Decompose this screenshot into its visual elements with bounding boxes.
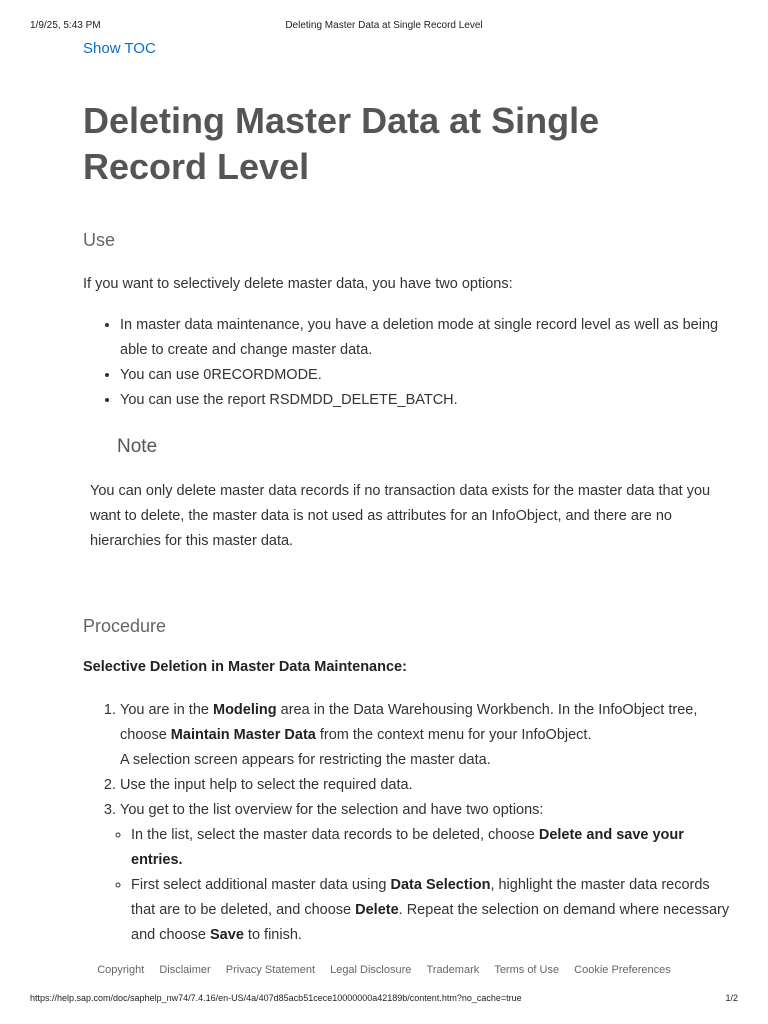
list-item: • In master data maintenance, you have a deletion mode at single record level as well as being able to create and change master data. <box>120 313 730 363</box>
list-item: • You can use 0RECORDMODE. <box>120 363 730 388</box>
use-heading: Use <box>83 230 116 250</box>
print-datetime: 1/9/25, 5:43 PM <box>30 20 101 31</box>
list-item: ◦ In the list, select the master data records to be deleted, choose Delete and save your entries. <box>131 823 730 873</box>
procedure-subheading: Selective Deletion in Master Data Maintenance: <box>83 659 407 675</box>
print-title: Deleting Master Data at Single Record Level <box>285 20 483 31</box>
maintain-master-data-term: Maintain Master Data <box>170 727 316 743</box>
note-heading: Note <box>117 436 158 457</box>
options-list <box>120 313 730 413</box>
page-number: 1/2 <box>725 993 738 1003</box>
footer-link-copyright[interactable]: Copyright <box>97 964 145 976</box>
modeling-term: Modeling <box>212 702 277 718</box>
step-result: A selection screen appears for restricting the master data. <box>120 752 491 768</box>
footer-link-disclaimer[interactable]: Disclaimer <box>159 964 211 976</box>
list-item: ◦ First select additional master data using Data Selection, highlight the master data records that are to be deleted, and choose Delete. Repeat the selection on demand where necessary and choose Save to finish. <box>131 873 730 948</box>
step-item: 2. Use the input help to select the required data. <box>120 773 730 798</box>
note-text: You can only delete master data records if no transaction data exists for the master data that you want to delete, the master data is not used as attributes for an InfoObject, and there are no hierarchies for this master data. <box>90 483 711 549</box>
page-title: Deleting Master Data at Single Record Level <box>83 100 600 187</box>
footer-link-privacy[interactable]: Privacy Statement <box>225 964 316 976</box>
procedure-heading: Procedure <box>83 616 167 636</box>
step-item: 1. You are in the Modeling area in the Data Warehousing Workbench. In the InfoObject tree, choose Maintain Master Data from the context menu for your InfoObject. A selection screen appears for restricting the master data. <box>120 698 730 773</box>
list-item: • You can use the report RSDMDD_DELETE_BATCH. <box>120 388 730 413</box>
show-toc-link[interactable]: Show TOC <box>83 40 156 57</box>
sub-options-list <box>120 823 730 948</box>
print-url: https://help.sap.com/doc/saphelp_nw74/7.4.16/en-US/4a/407d85acb51cece10000000a42189b/content.htm?no_cache=true <box>30 993 522 1003</box>
footer-link-terms[interactable]: Terms of Use <box>494 964 560 976</box>
footer-link-legal[interactable]: Legal Disclosure <box>330 964 412 976</box>
site-footer <box>0 964 768 976</box>
print-header <box>30 20 738 34</box>
step-item: 3. You get to the list overview for the selection and have two options: ◦ In the list, select the master data records to be deleted, choose Delete and save your entries. ◦ First select additional master data using Data Selection, highlight the master data records that are to be deleted, and choose Delete. Repeat the selection on demand where necessary and choose Save to finish. <box>120 798 730 948</box>
use-intro: If you want to selectively delete master data, you have two options: <box>83 276 513 292</box>
footer-link-cookies[interactable]: Cookie Preferences <box>574 964 671 976</box>
footer-link-trademark[interactable]: Trademark <box>426 964 480 976</box>
procedure-steps <box>120 698 730 948</box>
